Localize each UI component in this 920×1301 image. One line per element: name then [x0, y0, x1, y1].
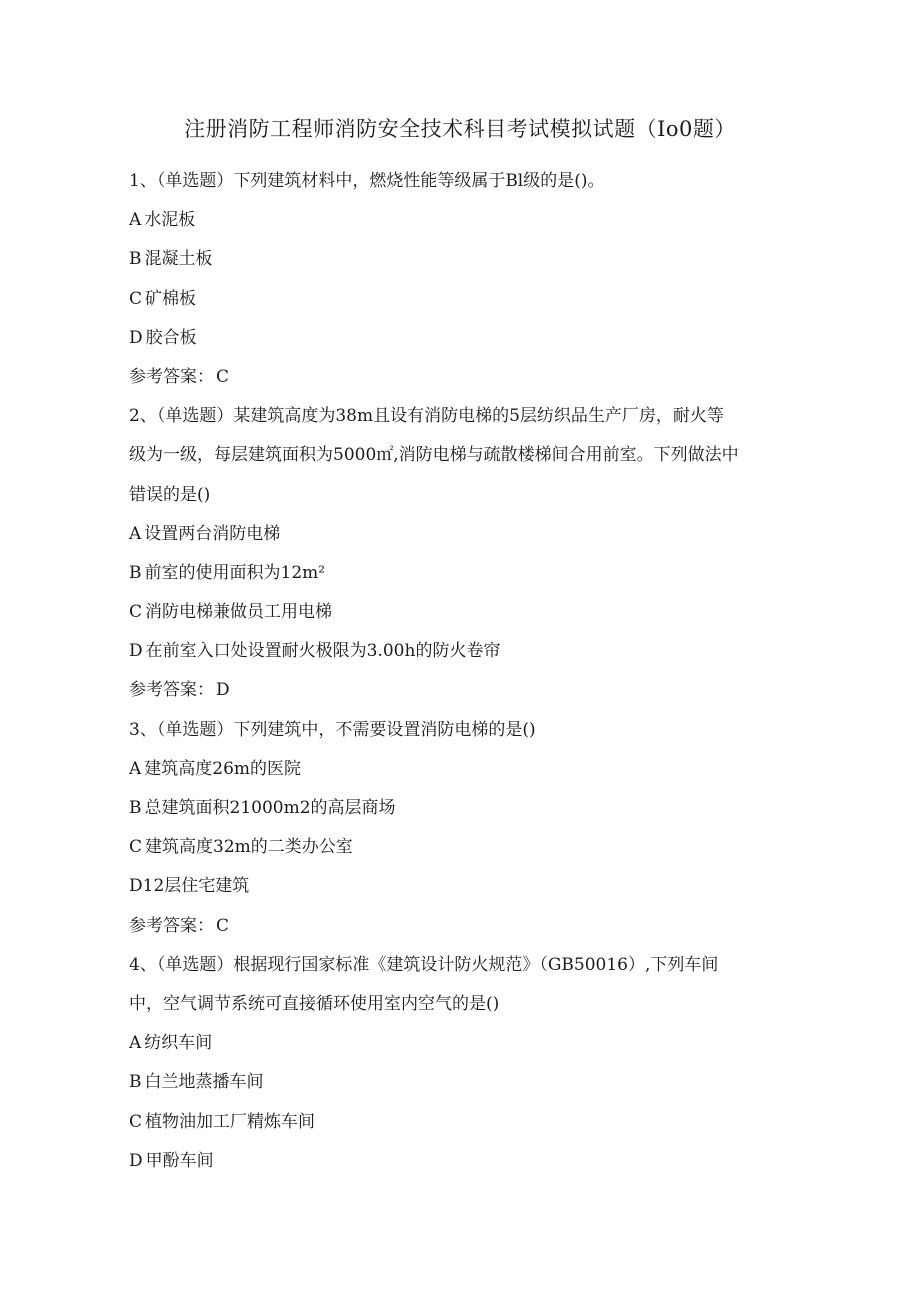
- option-text: 白兰地蒸播车间: [144, 1072, 264, 1093]
- document-body: [129, 162, 797, 1181]
- answer-value: D: [216, 680, 230, 701]
- question-4-option-a: [129, 1024, 797, 1063]
- question-2-option-d: [129, 632, 797, 671]
- option-text: 前室的使用面积为12m²: [144, 562, 326, 583]
- question-1-option-b: [129, 240, 797, 279]
- question-1-stem: 1、（单选题）下列建筑材料中，燃烧性能等级属于Bl级的是()。: [129, 171, 605, 191]
- question-3-answer: [129, 907, 797, 946]
- answer-prefix: 参考答案：: [129, 680, 214, 701]
- question-3-option-c: [129, 828, 797, 867]
- option-text: 植物油加工厂精炼车间: [145, 1111, 316, 1132]
- option-label: C: [129, 288, 143, 309]
- option-label: C: [129, 1111, 143, 1132]
- question-2-option-c: [129, 593, 797, 632]
- question-4-option-c: [129, 1103, 797, 1142]
- question-4-stem-line-1: 4、（单选题）根据现行国家标准《建筑设计防火规范》（GB50016）,下列车间: [129, 954, 719, 975]
- question-2-stem-line-2: 级为一级，每层建筑面积为5000㎡,消防电梯与疏散楼梯间合用前室。下列做法中: [129, 445, 739, 466]
- option-text: 设置两台消防电梯: [144, 523, 281, 544]
- answer-value: C: [216, 915, 230, 936]
- option-text: 在前室入口处设置耐火极限为3.00h的防火卷帘: [145, 641, 501, 662]
- option-label: D: [129, 1150, 143, 1171]
- answer-value: C: [216, 366, 230, 387]
- document-title: 注册消防工程师消防安全技术科目考试模拟试题（Io0题）: [184, 117, 736, 141]
- question-3-option-d: [129, 867, 797, 906]
- answer-prefix: 参考答案：: [129, 366, 214, 387]
- option-label: A: [129, 1033, 142, 1054]
- option-label: C: [129, 602, 143, 623]
- option-text: 胶合板: [145, 327, 197, 348]
- option-label: B: [129, 798, 142, 818]
- question-2-option-a: [129, 515, 797, 554]
- question-1-option-a: [129, 201, 797, 240]
- option-label: B: [129, 1072, 142, 1093]
- option-label: C: [129, 837, 143, 858]
- option-label: D: [129, 876, 143, 897]
- option-label: D: [129, 327, 143, 348]
- question-1-option-d: [129, 319, 797, 358]
- question-2-option-b: [129, 554, 797, 593]
- question-3: [129, 711, 797, 946]
- answer-prefix: 参考答案：: [129, 915, 214, 936]
- option-label: D: [129, 641, 143, 662]
- question-3-option-b: [129, 789, 797, 828]
- option-text: 甲酚车间: [145, 1150, 214, 1171]
- question-2-answer: [129, 671, 797, 710]
- option-text: 建筑高度26m的医院: [144, 758, 302, 779]
- option-text: 纺织车间: [144, 1033, 213, 1054]
- option-label: A: [129, 758, 142, 779]
- question-3-option-a: [129, 750, 797, 789]
- question-1: [129, 162, 797, 397]
- option-text: 水泥板: [144, 210, 196, 231]
- option-label: B: [129, 249, 142, 270]
- option-text: 混凝土板: [144, 249, 213, 270]
- option-label: B: [129, 562, 142, 583]
- question-2-stem-line-1: 2、（单选题）某建筑高度为38m且设有消防电梯的5层纺织品生产厂房，耐火等: [129, 406, 724, 427]
- option-text: 总建筑面积21000m2的高层商场: [144, 798, 396, 818]
- question-4: [129, 946, 797, 1181]
- question-1-answer: [129, 358, 797, 397]
- question-4-option-b: [129, 1063, 797, 1102]
- question-3-stem: 3、（单选题）下列建筑中，不需要设置消防电梯的是(): [129, 719, 536, 740]
- option-text: 矿棉板: [145, 288, 197, 309]
- question-4-stem-line-2: 中，空气调节系统可直接循环使用室内空气的是(): [129, 993, 500, 1014]
- question-1-option-c: [129, 280, 797, 319]
- option-label: A: [129, 210, 142, 231]
- option-text: 消防电梯兼做员工用电梯: [145, 602, 333, 623]
- question-2-stem-line-3: 错误的是(): [129, 484, 211, 505]
- option-text: 12层住宅建筑: [142, 876, 250, 897]
- option-label: A: [129, 523, 142, 544]
- question-2: [129, 397, 797, 711]
- option-text: 建筑高度32m的二类办公室: [145, 837, 353, 858]
- question-4-option-d: [129, 1142, 797, 1181]
